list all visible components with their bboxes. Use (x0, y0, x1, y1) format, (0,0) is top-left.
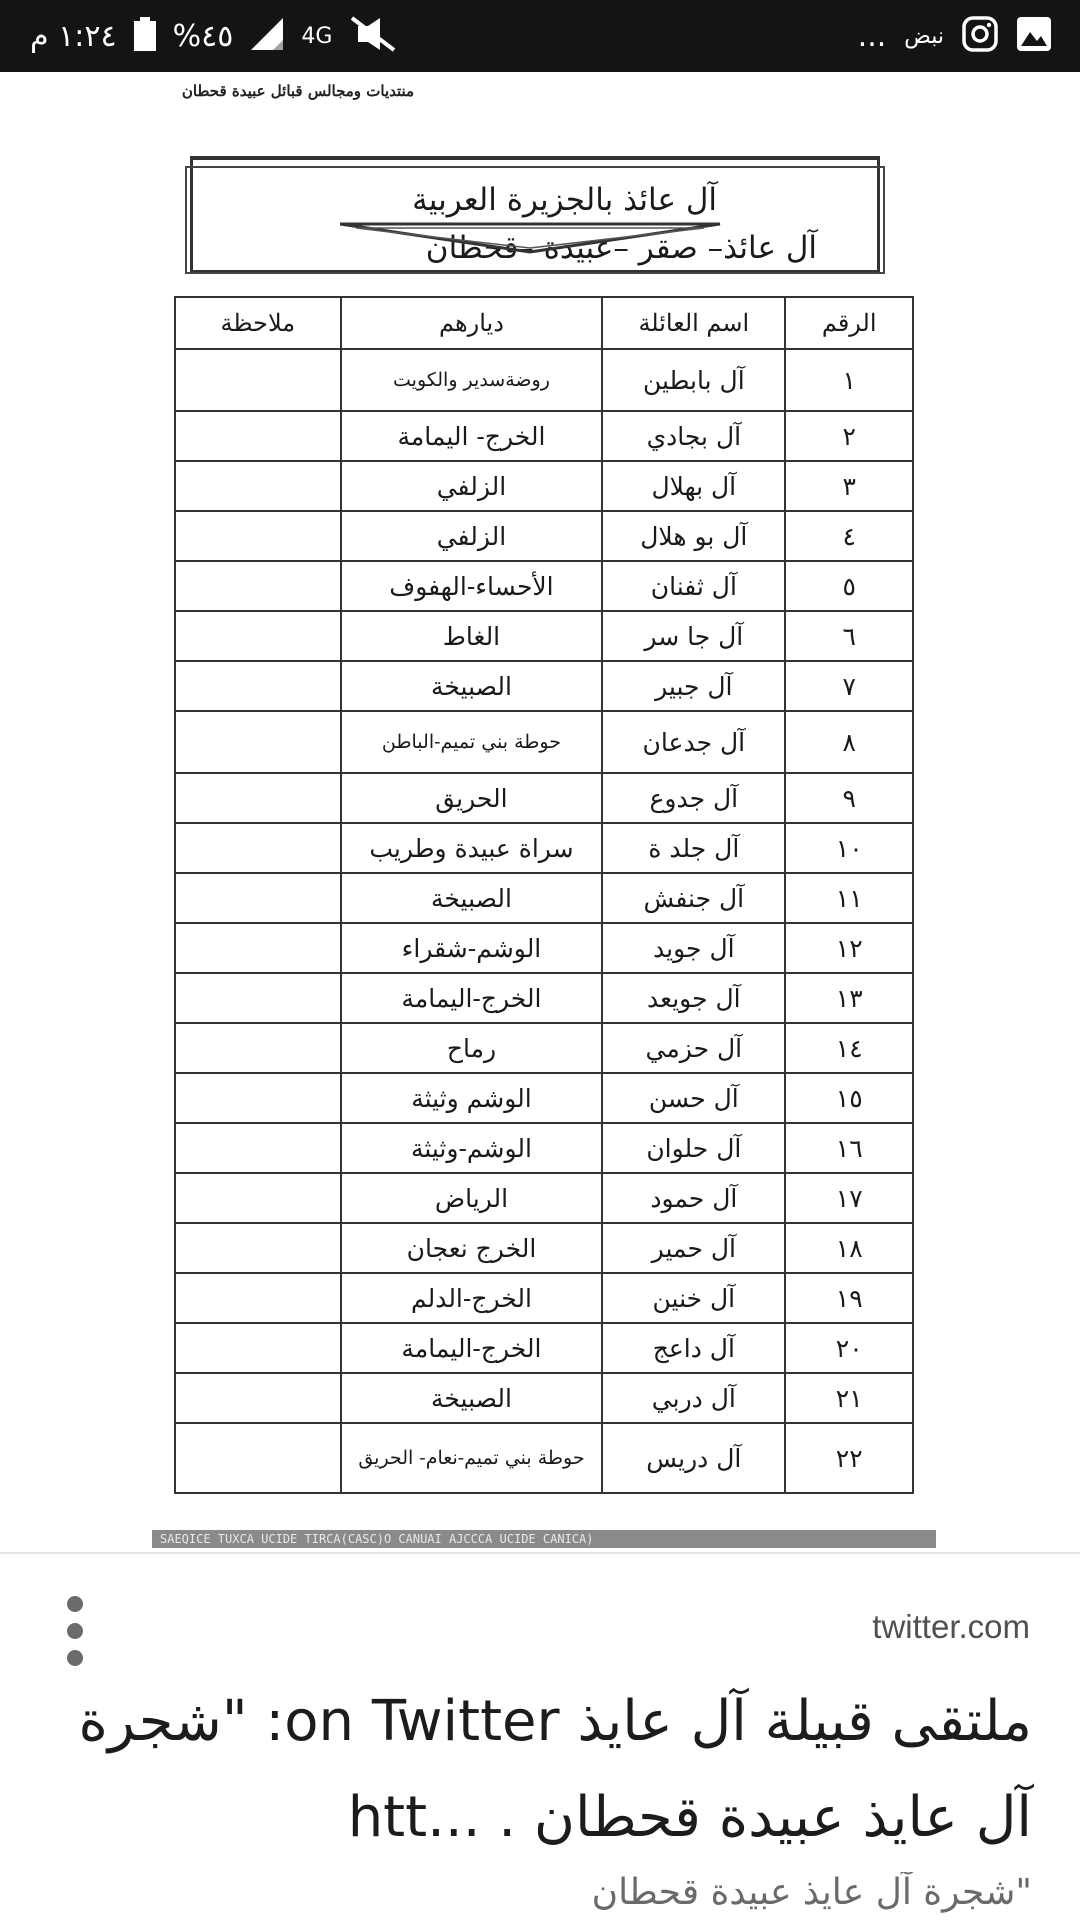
dot (67, 1623, 83, 1639)
table-row (175, 1423, 913, 1493)
table-row (175, 411, 913, 461)
row-number: ٢٢ (785, 1423, 913, 1493)
row-homeland: الخرج-اليمامة (341, 973, 603, 1023)
row-number: ١٩ (785, 1273, 913, 1323)
row-number: ١٣ (785, 973, 913, 1023)
row-note (175, 1373, 341, 1423)
row-family: آل جا سر (602, 611, 785, 661)
down-arrow-icon (340, 216, 740, 260)
row-number: ٩ (785, 773, 913, 823)
result-snippet: "شجرة آل عايذ عبيدة قحطان (591, 1872, 1032, 1913)
row-homeland: الخرج-الدلم (341, 1273, 603, 1323)
row-number: ١٢ (785, 923, 913, 973)
row-family: آل بابطين (602, 349, 785, 411)
row-number: ١١ (785, 873, 913, 923)
row-note (175, 411, 341, 461)
row-number: ٣ (785, 461, 913, 511)
row-homeland: الخرج نعجان (341, 1223, 603, 1273)
row-homeland: حوطة بني تميم-الباطن (341, 711, 603, 773)
row-note (175, 1123, 341, 1173)
header-homeland: ديارهم (341, 297, 603, 349)
row-number: ٢ (785, 411, 913, 461)
table-row (175, 561, 913, 611)
table-row (175, 611, 913, 661)
row-family: آل بجادي (602, 411, 785, 461)
table-row (175, 1173, 913, 1223)
row-family: آل جدوع (602, 773, 785, 823)
app-label: نبض (904, 23, 944, 49)
row-note (175, 611, 341, 661)
table-row (175, 1223, 913, 1273)
row-homeland: الزلفي (341, 461, 603, 511)
row-homeland: الصبيخة (341, 661, 603, 711)
row-number: ٥ (785, 561, 913, 611)
table-row (175, 711, 913, 773)
row-note (175, 923, 341, 973)
row-family: آل بهلال (602, 461, 785, 511)
signal-icon (249, 16, 285, 56)
image-title-line2: آل عائذ– صقر –عبيدة –قحطان (425, 230, 817, 266)
table-row (175, 923, 913, 973)
row-homeland: الحريق (341, 773, 603, 823)
row-family: آل جويعد (602, 973, 785, 1023)
row-family: آل جبير (602, 661, 785, 711)
more-options-icon[interactable] (60, 1596, 90, 1666)
table-row (175, 1123, 913, 1173)
header-note: ملاحظة (175, 297, 341, 349)
result-image[interactable] (0, 72, 1080, 1550)
network-type: 4G (301, 23, 333, 49)
row-homeland: سراة عبيدة وطريب (341, 823, 603, 873)
table-row (175, 511, 913, 561)
row-note (175, 349, 341, 411)
table-row (175, 661, 913, 711)
row-number: ٦ (785, 611, 913, 661)
table-row (175, 873, 913, 923)
row-homeland: روضةسدير والكويت (341, 349, 603, 411)
row-note (175, 1423, 341, 1493)
result-card[interactable] (0, 1554, 1080, 1920)
row-homeland: الوشم-وثيثة (341, 1123, 603, 1173)
row-homeland: الخرج-اليمامة (341, 1323, 603, 1373)
row-homeland: الغاط (341, 611, 603, 661)
mute-icon (348, 16, 398, 56)
row-number: ٧ (785, 661, 913, 711)
row-note (175, 1023, 341, 1073)
instagram-icon (962, 16, 998, 56)
table-row (175, 1273, 913, 1323)
gallery-icon (1016, 16, 1052, 56)
row-family: آل دربي (602, 1373, 785, 1423)
row-family: آل بو هلال (602, 511, 785, 561)
row-family: آل داعج (602, 1323, 785, 1373)
table-row (175, 349, 913, 411)
row-note (175, 1073, 341, 1123)
row-family: آل حمير (602, 1223, 785, 1273)
row-family: آل حلوان (602, 1123, 785, 1173)
row-note (175, 973, 341, 1023)
row-homeland: حوطة بني تميم-نعام- الحريق (341, 1423, 603, 1493)
row-note (175, 823, 341, 873)
row-number: ٢٠ (785, 1323, 913, 1373)
row-note (175, 773, 341, 823)
table-row (175, 1023, 913, 1073)
row-number: ٨ (785, 711, 913, 773)
row-note (175, 1223, 341, 1273)
image-title-line1: آل عائذ بالجزيرة العربية (412, 182, 717, 218)
row-number: ١٠ (785, 823, 913, 873)
table-row (175, 773, 913, 823)
row-family: آل جنفش (602, 873, 785, 923)
row-family: آل خنين (602, 1273, 785, 1323)
battery-icon (133, 17, 157, 55)
status-left (30, 0, 398, 72)
row-homeland: الصبيخة (341, 1373, 603, 1423)
table-row (175, 461, 913, 511)
row-note (175, 511, 341, 561)
row-number: ٤ (785, 511, 913, 561)
row-family: آل ثفنان (602, 561, 785, 611)
dot (67, 1596, 83, 1612)
row-note (175, 1173, 341, 1223)
header-family: اسم العائلة (602, 297, 785, 349)
row-homeland: الخرج- اليمامة (341, 411, 603, 461)
row-number: ١ (785, 349, 913, 411)
clock: ١:٢٤ م (30, 18, 117, 54)
families-table (174, 296, 914, 1494)
row-note (175, 711, 341, 773)
row-family: آل جويد (602, 923, 785, 973)
table-row (175, 1073, 913, 1123)
row-homeland: الوشم-شقراء (341, 923, 603, 973)
status-right (858, 0, 1052, 72)
row-number: ١٨ (785, 1223, 913, 1273)
row-number: ١٥ (785, 1073, 913, 1123)
row-family: آل جلد ة (602, 823, 785, 873)
row-number: ٢١ (785, 1373, 913, 1423)
row-number: ١٧ (785, 1173, 913, 1223)
table-row (175, 823, 913, 873)
image-caption: منتديات ومجالس قبائل عبيدة قحطان (181, 82, 415, 100)
battery-percent: %٤٥ (172, 18, 234, 54)
table-row (175, 1323, 913, 1373)
result-title[interactable]: ملتقى قبيلة آل عايذ on Twitter: "شجرة آل عايذ عبيدة قحطان . ...htt (78, 1689, 1032, 1850)
row-homeland: الزلفي (341, 511, 603, 561)
row-family: آل حزمي (602, 1023, 785, 1073)
more-notifications: ... (857, 18, 887, 54)
row-family: آل حسن (602, 1073, 785, 1123)
row-family: آل دريس (602, 1423, 785, 1493)
row-homeland: الصبيخة (341, 873, 603, 923)
row-note (175, 661, 341, 711)
dot (67, 1650, 83, 1666)
row-homeland: الرياض (341, 1173, 603, 1223)
row-family: آل جدعان (602, 711, 785, 773)
row-number: ١٦ (785, 1123, 913, 1173)
row-homeland: الأحساء-الهفوف (341, 561, 603, 611)
row-homeland: الوشم وثيثة (341, 1073, 603, 1123)
header-number: الرقم (785, 297, 913, 349)
row-homeland: رماح (341, 1023, 603, 1073)
scan-footer: SAEQICE TUXCA UCIDE TIRCA(CASC)O CANUAI AJCCCA UCIDE CANICA) (152, 1530, 936, 1548)
row-number: ١٤ (785, 1023, 913, 1073)
table-header-row (175, 297, 913, 349)
row-note (175, 1323, 341, 1373)
table-row (175, 973, 913, 1023)
table-row (175, 1373, 913, 1423)
row-note (175, 561, 341, 611)
row-note (175, 461, 341, 511)
row-note (175, 1273, 341, 1323)
status-bar (0, 0, 1080, 72)
row-family: آل حمود (602, 1173, 785, 1223)
source-domain[interactable]: twitter.com (872, 1608, 1030, 1645)
row-note (175, 873, 341, 923)
